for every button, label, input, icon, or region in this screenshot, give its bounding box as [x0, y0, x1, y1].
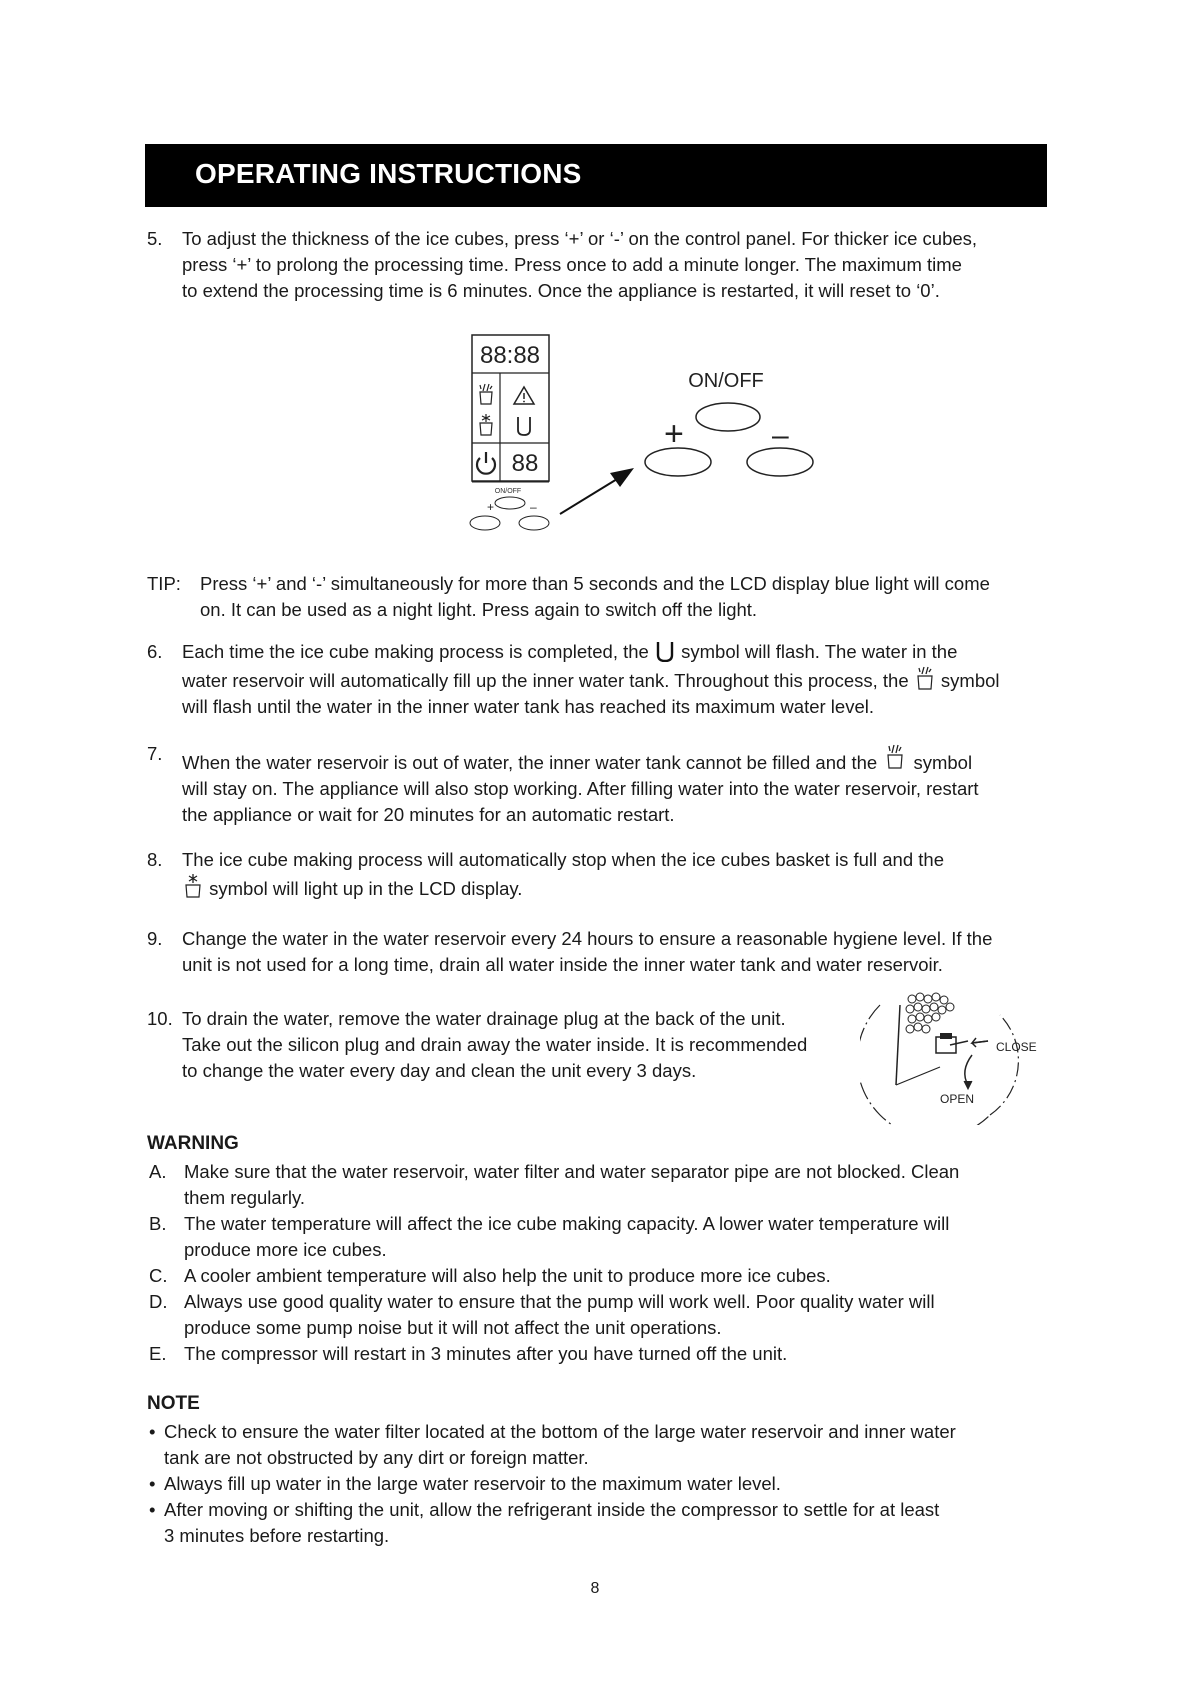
bullet: • [149, 1499, 156, 1520]
large-plus-label: + [664, 415, 684, 453]
water-fill-icon [480, 384, 492, 404]
small-minus-button [519, 516, 549, 530]
open-arrow [965, 1055, 972, 1085]
step-text-line: Take out the silicon plug and drain away the water inside. It is recommended [182, 1034, 808, 1055]
large-onoff-button [696, 403, 760, 431]
large-minus-label: – [772, 419, 789, 452]
step-text: symbol [913, 752, 973, 773]
control-panel-diagram [460, 330, 830, 540]
note-heading: NOTE [147, 1393, 200, 1414]
warning-item-text: Always use good quality water to ensure that the pump will work well. Poor quality water will [184, 1291, 935, 1312]
warning-item-label: D. [149, 1291, 168, 1312]
step-text-line: will stay on. The appliance will also stop working. After filling water into the water reservoir, restart [182, 778, 979, 799]
section-title: OPERATING INSTRUCTIONS [195, 158, 582, 189]
drain-plug-diagram [860, 985, 1060, 1125]
step-number: 7. [147, 743, 163, 764]
bullet: • [149, 1421, 156, 1442]
warning-item-text: produce more ice cubes. [184, 1239, 387, 1260]
warning-item [149, 1211, 959, 1263]
warning-item [149, 1159, 959, 1211]
tip-text-line: on. It can be used as a night light. Press again to switch off the light. [200, 599, 758, 620]
step-text: symbol will light up in the LCD display. [209, 878, 523, 899]
step-text-line: Change the water in the water reservoir every 24 hours to ensure a reasonable hygiene level. If the [182, 928, 993, 949]
warning-item-label: A. [149, 1161, 167, 1182]
warning-item-label: C. [149, 1265, 168, 1286]
step-text-line: To drain the water, remove the water drainage plug at the back of the unit. [182, 1008, 786, 1029]
step-number: 8. [147, 849, 163, 870]
step-text: symbol [940, 670, 1000, 691]
step-number: 6. [147, 641, 163, 662]
step-text-line: to extend the processing time is 6 minutes. Once the appliance is restarted, it will reset to ‘0’. [182, 280, 940, 301]
step-text-line: to change the water every day and clean the unit every 3 days. [182, 1060, 697, 1081]
note-list [145, 1419, 956, 1549]
warning-item-text: them regularly. [184, 1187, 305, 1208]
tip-label: TIP: [147, 573, 181, 594]
note-item-text: Always fill up water in the large water reservoir to the maximum water level. [164, 1473, 781, 1494]
warning-item [149, 1263, 959, 1289]
basket-icon [654, 640, 676, 662]
step-text: When the water reservoir is out of water, the inner water tank cannot be filled and the [182, 752, 878, 773]
small-minus-label: – [530, 500, 537, 514]
step-text: Each time the ice cube making process is completed, the [182, 641, 649, 662]
warning-item-text: Make sure that the water reservoir, water filter and water separator pipe are not blocked. Clean [184, 1161, 960, 1182]
ice-full-icon [182, 873, 204, 899]
step-text-line: To adjust the thickness of the ice cubes, press ‘+’ or ‘-’ on the control panel. For thicker ice cubes, [182, 228, 978, 249]
note-item-text: Check to ensure the water filter located at the bottom of the large water reservoir and inner water [164, 1421, 956, 1442]
warning-item-text: The compressor will restart in 3 minutes after you have turned off the unit. [184, 1343, 788, 1364]
warning-item-text: A cooler ambient temperature will also help the unit to produce more ice cubes. [184, 1265, 831, 1286]
tip-text-line: Press ‘+’ and ‘-’ simultaneously for more than 5 seconds and the LCD display blue light will come [200, 573, 990, 594]
warning-icon [514, 387, 534, 404]
warning-heading: WARNING [147, 1133, 239, 1154]
step-number: 5. [147, 228, 163, 249]
small-onoff-label: ON/OFF [494, 488, 522, 495]
close-label: CLOSE [996, 1040, 1037, 1054]
large-minus-button [747, 448, 813, 476]
small-plus-button [470, 516, 500, 530]
step-text-line: The ice cube making process will automatically stop when the ice cubes basket is full and the [182, 849, 944, 870]
warning-item [149, 1341, 959, 1367]
warning-list [149, 1159, 959, 1367]
lcd-digit-display: 88 [511, 450, 539, 477]
large-onoff-label: ON/OFF [688, 370, 764, 392]
open-label: OPEN [940, 1092, 975, 1106]
drain-plug-icon [936, 1033, 968, 1053]
note-item-text: After moving or shifting the unit, allow the refrigerant inside the compressor to settle for at least [164, 1499, 940, 1520]
warning-item-label: E. [149, 1343, 167, 1364]
warning-item-text: produce some pump noise but it will not affect the unit operations. [184, 1317, 722, 1338]
ice-cubes-pattern [906, 993, 954, 1033]
step-text-line: the appliance or wait for 20 minutes for an automatic restart. [182, 804, 675, 825]
warning-item-label: B. [149, 1213, 167, 1234]
power-icon [477, 452, 495, 474]
note-item-text: tank are not obstructed by any dirt or foreign matter. [164, 1447, 589, 1468]
bullet: • [149, 1473, 156, 1494]
warning-item-text: The water temperature will affect the ice cube making capacity. A lower water temperature will [184, 1213, 950, 1234]
step-number: 10. [147, 1008, 173, 1029]
small-onoff-button [495, 497, 525, 509]
note-item [145, 1497, 956, 1549]
step-text-line: will flash until the water in the inner water tank has reached its maximum water level. [182, 696, 874, 717]
warning-item [149, 1289, 959, 1341]
page-number: 8 [590, 1580, 600, 1597]
note-item [145, 1419, 956, 1471]
pointer-arrow [610, 468, 634, 487]
small-plus-label: + [487, 500, 495, 514]
lcd-time-display: 88:88 [479, 342, 541, 369]
note-item-text: 3 minutes before restarting. [164, 1525, 390, 1546]
ice-full-icon [480, 414, 492, 435]
section-header [145, 144, 1047, 207]
step-text-line: press ‘+’ to prolong the processing time. Press once to add a minute longer. The maximum time [182, 254, 962, 275]
step-text: water reservoir will automatically fill up the inner water tank. Throughout this process, the [182, 670, 909, 691]
step-text-line: unit is not used for a long time, drain all water inside the inner water tank and water reservoir. [182, 954, 943, 975]
step-text: symbol will flash. The water in the [681, 641, 958, 662]
water-fill-icon [882, 741, 908, 771]
water-fill-icon [914, 665, 936, 691]
step-number: 9. [147, 928, 163, 949]
note-item [145, 1471, 956, 1497]
basket-icon [518, 417, 530, 435]
